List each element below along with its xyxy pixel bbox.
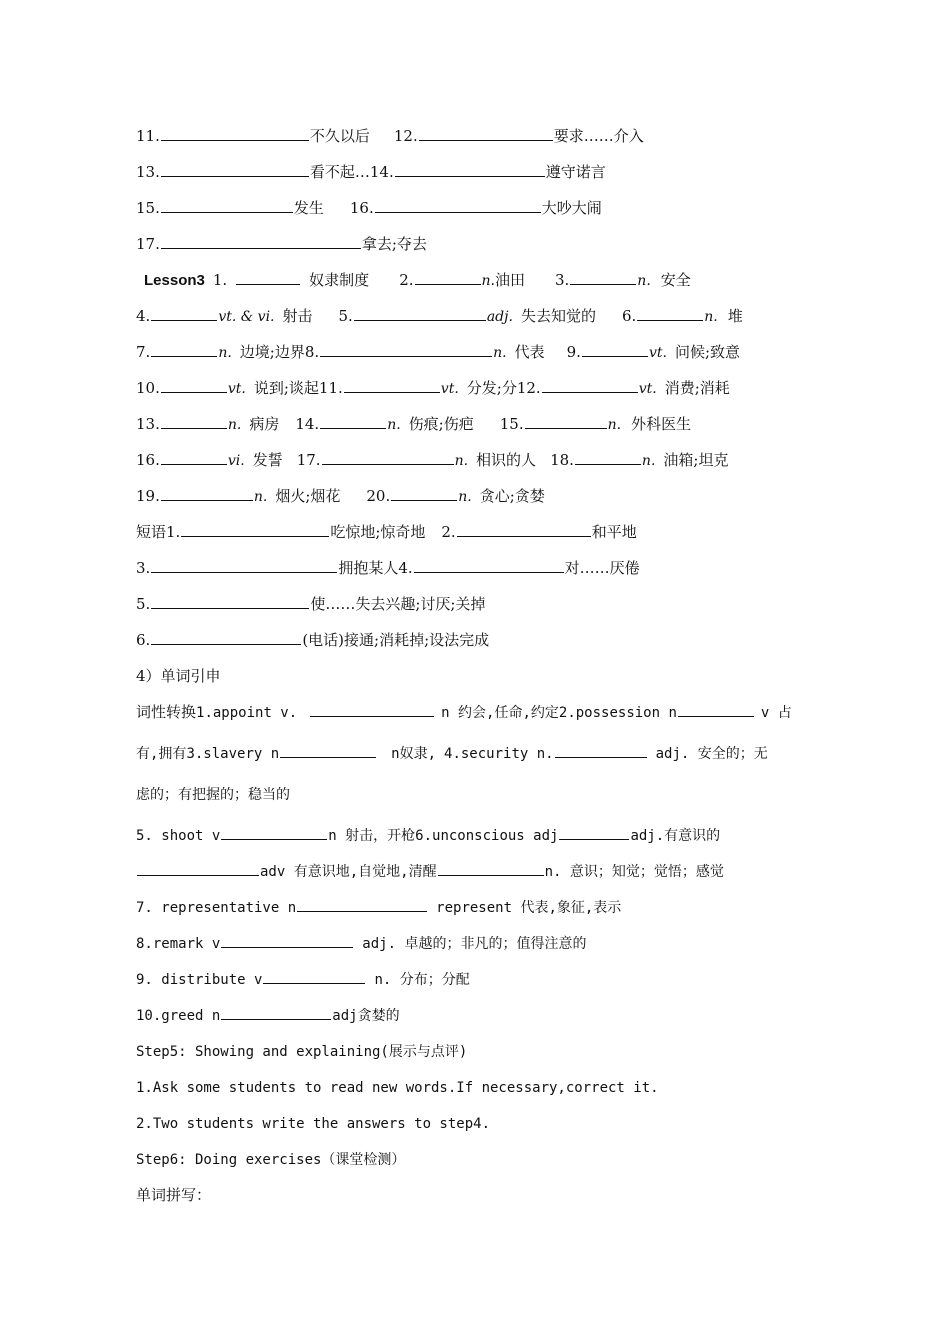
word-form-meaning: n 约会,任命,约定 — [441, 705, 559, 721]
phrase-row-5 — [136, 592, 826, 628]
answer-blank[interactable] — [221, 823, 327, 840]
item-number: 14. — [369, 163, 394, 181]
word-form-meaning: 有,拥有 — [136, 746, 187, 762]
answer-blank[interactable] — [375, 196, 541, 213]
instruction-text: 1.Ask some students to read new words.If necessary,correct it. — [136, 1080, 659, 1096]
item-number: 4. — [136, 307, 151, 325]
item-meaning: 大吵大闹 — [541, 199, 602, 217]
lesson3-row-3 — [136, 340, 826, 376]
vocab-row-11 — [136, 124, 826, 160]
item-number: 9. — [566, 343, 581, 361]
section-heading: Step6: Doing exercises（课堂检测） — [136, 1152, 406, 1168]
word-form-row-2 — [136, 741, 826, 782]
item-meaning: 使……失去兴趣;讨厌;关掉 — [310, 595, 486, 613]
part-of-speech: n. — [704, 309, 718, 325]
word-form-row-9 — [136, 967, 826, 1003]
word-form-meaning: adj. 安全的；无 — [655, 746, 768, 762]
item-meaning: 安全 — [660, 271, 691, 289]
item-meaning: 遵守诺言 — [545, 163, 606, 181]
item-meaning: 吃惊地;惊奇地 — [330, 523, 426, 541]
item-number: 11. — [136, 127, 160, 145]
item-number: 15. — [136, 199, 160, 217]
item-number: 6. — [621, 307, 637, 325]
subsection-heading: 单词拼写： — [136, 1186, 212, 1204]
word-form-prompt: 9. distribute v — [136, 972, 263, 988]
item-number: 12. — [516, 379, 541, 397]
item-meaning: 油箱;坦克 — [663, 451, 729, 469]
lesson3-row-4 — [136, 376, 826, 412]
section-heading: Step5: Showing and explaining(展示与点评) — [136, 1044, 468, 1060]
word-form-row-7 — [136, 895, 826, 931]
item-number: 14. — [295, 415, 320, 433]
item-meaning: 烟火;烟花 — [275, 487, 341, 505]
answer-blank[interactable] — [221, 1003, 331, 1020]
item-number: 11. — [318, 379, 343, 397]
part-of-speech: vt. & vi. — [218, 309, 275, 325]
answer-blank[interactable] — [678, 700, 754, 717]
answer-blank[interactable] — [525, 412, 607, 429]
instruction-text: 2.Two students write the answers to step4. — [136, 1116, 491, 1132]
item-number: 15. — [499, 415, 524, 433]
item-meaning: 贪心;贪婪 — [479, 487, 545, 505]
answer-blank[interactable] — [151, 556, 337, 573]
answer-blank[interactable] — [320, 340, 492, 357]
word-form-meaning: represent 代表,象征,表示 — [436, 900, 622, 916]
lesson3-row-2 — [136, 304, 826, 340]
item-meaning: 拿去;夺去 — [361, 235, 427, 253]
word-form-row-5b — [136, 859, 826, 895]
item-meaning: 对……厌倦 — [564, 559, 640, 577]
lesson3-row-5 — [136, 412, 826, 448]
item-meaning: 边境;边界 — [239, 343, 305, 361]
item-meaning: 油田 — [494, 271, 525, 289]
item-number: 13. — [136, 163, 160, 181]
item-meaning: 和平地 — [591, 523, 637, 541]
answer-blank[interactable] — [415, 268, 481, 285]
word-form-prompt: 6.unconscious adj — [415, 828, 559, 844]
word-form-row-1 — [136, 700, 826, 741]
item-number: 3. — [554, 271, 570, 289]
answer-blank[interactable] — [559, 823, 629, 840]
answer-blank[interactable] — [555, 741, 647, 758]
word-form-prompt: 4.security n. — [444, 746, 554, 762]
part-of-speech: n. — [481, 273, 495, 289]
answer-blank[interactable] — [637, 304, 703, 321]
item-number: 8. — [304, 343, 320, 361]
vocab-row-15 — [136, 196, 826, 232]
vocab-row-13 — [136, 160, 826, 196]
item-number: 20. — [366, 487, 391, 505]
vocab-row-17 — [136, 232, 826, 268]
word-form-row-5 — [136, 823, 826, 859]
word-form-prompt: 10.greed n — [136, 1008, 221, 1024]
answer-blank[interactable] — [221, 931, 353, 948]
part-of-speech: n. — [218, 345, 232, 361]
item-meaning: 说到;谈起 — [253, 379, 319, 397]
answer-blank[interactable] — [542, 376, 638, 393]
part-of-speech: adj. — [486, 309, 513, 325]
word-form-prompt: 5. shoot v — [136, 828, 221, 844]
part-of-speech: vt. — [638, 381, 657, 397]
answer-blank[interactable] — [161, 124, 309, 141]
lesson3-row-7 — [136, 484, 826, 520]
answer-blank[interactable] — [438, 859, 544, 876]
item-number: 5. — [338, 307, 353, 325]
item-meaning: 相识的人 — [476, 451, 537, 469]
answer-blank[interactable] — [181, 520, 329, 537]
word-form-prompt: 2.possession n — [558, 705, 677, 721]
item-number: 2. — [441, 523, 456, 541]
word-form-meaning: 虑的；有把握的；稳当的 — [136, 787, 290, 803]
item-number: 10. — [136, 379, 160, 397]
answer-blank[interactable] — [344, 376, 440, 393]
word-form-row-10 — [136, 1003, 826, 1039]
item-meaning: 代表 — [514, 343, 545, 361]
lesson3-row-6 — [136, 448, 826, 484]
part-of-speech: n. — [607, 417, 622, 433]
answer-blank[interactable] — [570, 268, 636, 285]
phrase-label: 短语 — [136, 523, 167, 541]
item-meaning: 拥抱某人 — [338, 559, 399, 577]
item-meaning: 堆 — [727, 307, 743, 325]
section-heading: 4）单词引申 — [136, 667, 221, 685]
part-of-speech: n. — [454, 453, 469, 469]
step5-heading-row — [136, 1039, 826, 1075]
item-meaning: 不久以后 — [309, 127, 370, 145]
item-number: 2. — [399, 271, 414, 289]
answer-blank[interactable] — [419, 124, 553, 141]
answer-blank[interactable] — [575, 448, 641, 465]
word-form-row-8 — [136, 931, 826, 967]
answer-blank[interactable] — [161, 160, 309, 177]
item-meaning: 要求……介入 — [553, 127, 644, 145]
item-number: 16. — [136, 451, 160, 469]
word-form-meaning: adj.有意识的 — [630, 828, 721, 844]
answer-blank[interactable] — [151, 304, 217, 321]
part-of-speech: n. — [637, 273, 651, 289]
answer-blank[interactable] — [236, 268, 300, 285]
step6-heading-row — [136, 1147, 826, 1183]
item-meaning: 失去知觉的 — [520, 307, 596, 325]
item-number: 6. — [136, 631, 151, 649]
answer-blank[interactable] — [320, 412, 386, 429]
answer-blank[interactable] — [161, 232, 361, 249]
answer-blank[interactable] — [137, 859, 259, 876]
answer-blank[interactable] — [310, 700, 434, 717]
step6-sub-row — [136, 1183, 826, 1219]
word-form-prompt: 7. representative n — [136, 900, 297, 916]
item-meaning: 伤痕;伤疤 — [408, 415, 474, 433]
part-of-speech: vt. — [648, 345, 667, 361]
phrase-row-1 — [136, 520, 826, 556]
part-of-speech: n. — [641, 453, 656, 469]
answer-blank[interactable] — [161, 196, 293, 213]
item-number: 19. — [136, 487, 160, 505]
phrase-row-3 — [136, 556, 826, 592]
lesson-title: Lesson3 — [144, 272, 205, 289]
answer-blank[interactable] — [457, 520, 591, 537]
answer-blank[interactable] — [280, 741, 376, 758]
word-form-meaning: v 占 — [760, 705, 792, 721]
item-number: 12. — [393, 127, 418, 145]
item-number: 1. — [212, 271, 228, 289]
item-meaning: 发生 — [293, 199, 324, 217]
answer-blank[interactable] — [151, 628, 301, 645]
word-form-row-3 — [136, 782, 826, 823]
step5-item-2 — [136, 1111, 826, 1147]
word-form-meaning: adj贪婪的 — [332, 1008, 400, 1024]
word-form-meaning: n奴隶, — [391, 746, 437, 762]
item-meaning: 看不起… — [309, 163, 370, 181]
item-meaning: 问候;致意 — [674, 343, 741, 361]
item-meaning: 奴隶制度 — [309, 271, 370, 289]
lesson3-row-1 — [136, 268, 826, 304]
answer-blank[interactable] — [161, 448, 227, 465]
answer-blank[interactable] — [391, 484, 457, 501]
answer-blank[interactable] — [414, 556, 564, 573]
answer-blank[interactable] — [161, 376, 227, 393]
word-form-meaning: adj. 卓越的；非凡的；值得注意的 — [362, 936, 587, 952]
answer-blank[interactable] — [582, 340, 648, 357]
answer-blank[interactable] — [322, 448, 454, 465]
word-form-prompt: 1.appoint v. — [196, 705, 298, 721]
part-of-speech: n. — [227, 417, 242, 433]
section-4-heading — [136, 664, 826, 700]
answer-blank[interactable] — [161, 412, 227, 429]
word-form-meaning: adv 有意识地,自觉地,清醒 — [260, 864, 437, 880]
item-number: 5. — [136, 595, 151, 613]
step5-item-1 — [136, 1075, 826, 1111]
part-of-speech: n. — [253, 489, 268, 505]
item-meaning: 分发;分 — [466, 379, 517, 397]
answer-blank[interactable] — [151, 340, 217, 357]
answer-blank[interactable] — [297, 895, 427, 912]
item-number: 4. — [398, 559, 413, 577]
item-number: 13. — [136, 415, 160, 433]
item-number: 17. — [296, 451, 321, 469]
item-meaning: 病房 — [249, 415, 280, 433]
part-of-speech: n. — [387, 417, 401, 433]
word-form-meaning: n. 意识；知觉；觉悟；感觉 — [544, 864, 724, 880]
item-number: 17. — [136, 235, 160, 253]
answer-blank[interactable] — [161, 484, 253, 501]
item-meaning: (电话)接通;消耗掉;设法完成 — [302, 631, 490, 649]
item-number: 16. — [349, 199, 374, 217]
item-number: 1. — [166, 523, 181, 541]
part-of-speech: vt. — [440, 381, 459, 397]
answer-blank[interactable] — [151, 592, 309, 609]
item-meaning: 发誓 — [252, 451, 283, 469]
word-form-meaning: n. 分布；分配 — [374, 972, 470, 988]
worksheet-page — [136, 124, 826, 1219]
word-form-label: 词性转换 — [136, 703, 197, 721]
part-of-speech: n. — [458, 489, 472, 505]
part-of-speech: n. — [493, 345, 507, 361]
item-meaning: 外科医生 — [631, 415, 692, 433]
word-form-prompt: 8.remark v — [136, 936, 221, 952]
part-of-speech: vt. — [227, 381, 246, 397]
item-number: 3. — [136, 559, 151, 577]
answer-blank[interactable] — [263, 967, 365, 984]
answer-blank[interactable] — [395, 160, 545, 177]
phrase-row-6 — [136, 628, 826, 664]
part-of-speech: vi. — [227, 453, 245, 469]
word-form-meaning: n 射击，开枪 — [328, 828, 416, 844]
word-form-prompt: 3.slavery n — [186, 746, 280, 762]
item-number: 18. — [550, 451, 574, 469]
item-meaning: 射击 — [282, 307, 313, 325]
item-meaning: 消费;消耗 — [664, 379, 730, 397]
answer-blank[interactable] — [354, 304, 486, 321]
item-number: 7. — [136, 343, 151, 361]
